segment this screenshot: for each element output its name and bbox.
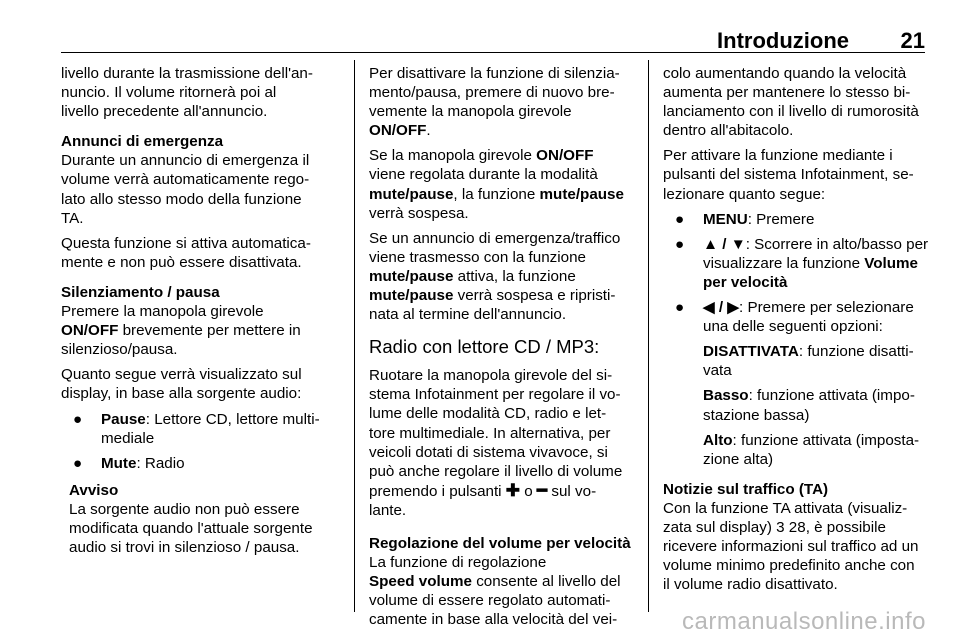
list-item: ● Pause: Lettore CD, lettore multi- mediale (73, 410, 320, 447)
column-3 (663, 64, 933, 600)
column-divider-2 (648, 60, 649, 612)
paragraph: Con la funzione TA attivata (visualiz- zata sul display) 3 28, è possibile ricevere informazioni sul traffico ad un volume minimo predefinito anche con il volume radio disattivato. (663, 499, 919, 594)
page-header (61, 26, 925, 52)
notice-title: Avviso (69, 481, 119, 499)
plus-icon: ✚ (505, 480, 521, 500)
bullet-icon: ● (73, 410, 83, 428)
option-item: DISATTIVATA: funzione disatti- vata (703, 343, 914, 380)
list-item: ● ▲ / ▼: Scorrere in alto/basso per visualizzare la funzione Volume per velocità (675, 235, 929, 291)
paragraph: Quanto segue verrà visualizzato sul display, in base alla sorgente audio: (61, 366, 302, 403)
bullet-icon: ● (73, 454, 83, 472)
minus-icon: ━ (536, 480, 548, 500)
heading-emergency: Annunci di emergenza (61, 133, 224, 151)
option-item: Basso: funzione attivata (impo- stazione bassa) (703, 387, 915, 424)
column-2 (369, 64, 644, 635)
heading-mute: Silenziamento / pausa (61, 283, 220, 301)
paragraph: Durante un annuncio di emergenza il volume verrà automaticamente rego- lato allo stesso modo della funzione TA. (61, 152, 310, 227)
column-divider-1 (354, 60, 355, 612)
watermark: carmanualsonline.info (682, 608, 926, 635)
heading-traffic-news: Notizie sul traffico (TA) (663, 480, 829, 498)
paragraph: Premere la manopola girevole ON/OFF brevemente per mettere in silenzioso/pausa. (61, 303, 301, 359)
column-1 (61, 64, 346, 557)
paragraph: Se un annuncio di emergenza/traffico viene trasmesso con la funzione mute/pause attiva, la funzione mute/pause verrà sospesa e ripristi- nata al termine dell'annuncio. (369, 229, 621, 324)
paragraph: La funzione di regolazione Speed volume consente al livello del volume di essere regolato automati- camente in base alla velocità del vei- (369, 554, 621, 629)
left-right-arrows-icon: ◀ / ▶ (703, 299, 740, 317)
paragraph: Per disattivare la funzione di silenzia- mento/pausa, premere di nuovo bre- vemente la manopola girevole ON/OFF. (369, 65, 620, 140)
notice-box: Avviso La sorgente audio non può essere modificata quando l'attuale sorgente audio si trovi in silenzioso / pausa. (61, 481, 346, 557)
list-item: ● ◀ / ▶: Premere per selezionare una delle seguenti opzioni: (675, 299, 914, 336)
heading-radio-cd: Radio con lettore CD / MP3: (369, 336, 600, 358)
header-rule (61, 52, 925, 53)
up-down-arrows-icon: ▲ / ▼ (703, 235, 746, 253)
heading-speed-volume: Regolazione del volume per velocità (369, 534, 631, 552)
option-item: Alto: funzione attivata (imposta- zione alta) (703, 431, 920, 468)
paragraph: Per attivare la funzione mediante i pulsanti del sistema Infotainment, se- lezionare quanto segue: (663, 147, 914, 203)
paragraph: colo aumentando quando la velocità aumenta per mantenere lo stesso bi- lanciamento con il livello di rumorosità dentro all'abitacolo. (663, 65, 919, 140)
paragraph: livello durante la trasmissione dell'an- nuncio. Il volume ritornerà poi al livello precedente all'annuncio. (61, 65, 313, 121)
page-reference-icon: 3 (776, 518, 785, 536)
page-number: 21 (900, 28, 925, 53)
list-item: ● MENU: Premere (675, 210, 815, 228)
bullet-icon: ● (675, 235, 685, 253)
paragraph: Ruotare la manopola girevole del si- stema Infotainment per regolare il vo- lume delle modalità CD, radio e let- tore multimediale. In alternativa, per veicoli dotati di sistema vivavoce, si può anche regolare il livello di volume premendo i pulsanti ✚ o ━ sul vo- lante. (369, 367, 623, 519)
paragraph: Se la manopola girevole ON/OFF viene regolata durante la modalità mute/pause, la funzione mute/pause verrà sospesa. (369, 147, 624, 222)
chapter-title: Introduzione (717, 28, 849, 53)
paragraph: Questa funzione si attiva automatica- mente e non può essere disattivata. (61, 234, 311, 271)
list-item: ● Mute: Radio (73, 454, 185, 472)
bullet-icon: ● (675, 210, 685, 228)
bullet-icon: ● (675, 299, 685, 317)
